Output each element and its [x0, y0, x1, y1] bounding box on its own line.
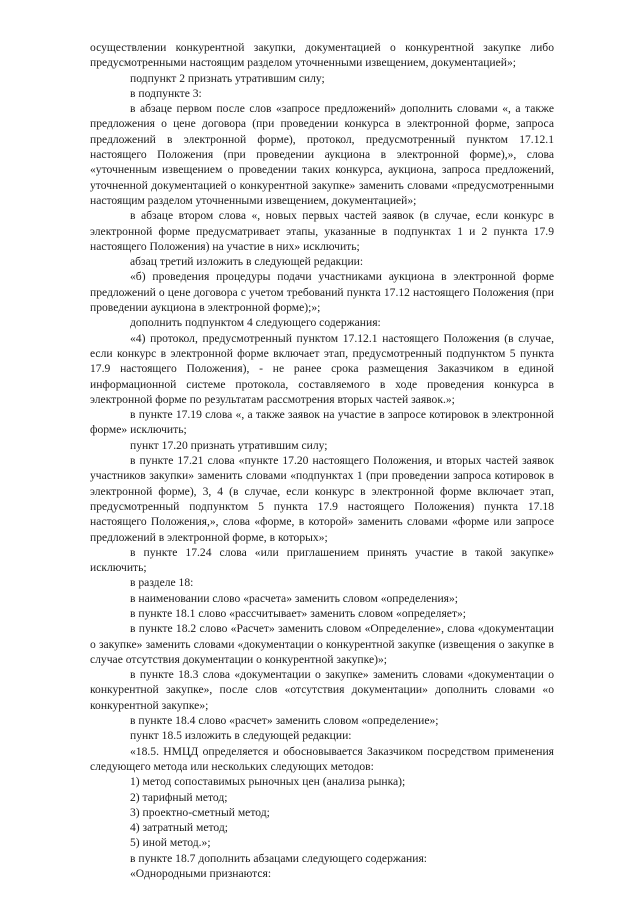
paragraph-12: в пункте 17.21 слова «пункте 17.20 настоящего Положения, и вторых частей заявок участников закупки» заменить словами «подпунктах 1 (при проведении запроса котировок в электронной форме), 3, 4 (в случае, если конкурс в электронной форме включает этап, предусмотренный подпунктом 5 пункта 17.9 настоящего Положения) пункта 17.18 настоящего Положения,», слова «форме, в которой» заменить словами «форме или запросе предложений в электронной форме, в которых»; [90, 454, 554, 544]
paragraph-17: в пункте 18.2 слово «Расчет» заменить словом «Определение», слова «документации о закупке» заменить словами «документации о конкурентной закупке (извещения о закупке в случае отсутствия документации о конкурентной закупке)»; [90, 622, 554, 666]
paragraph-10: в пункте 17.19 слова «, а также заявок на участие в запросе котировок в электронной форме» исключить; [90, 408, 554, 437]
paragraph-4: в абзаце первом после слов «запросе предложений» дополнить словами «, а также предложения о цене договора (при проведении конкурса в электронной форме, запроса предложений в электронной форме), протокол, предусмотренный пунктом 17.12.1 настоящего Положения (при проведении аукциона в электронной форме),», слова «уточненным извещением о проведении таких конкурса, аукциона, запроса предложений, уточненной документацией о конкурентной закупке» заменить словами «предусмотренными настоящим разделом уточненными извещением, документацией»; [90, 102, 554, 207]
list-item-5: 5) иной метод.»; [130, 836, 211, 850]
paragraph-3: в подпункте 3: [130, 86, 202, 100]
paragraph-9: «4) протокол, предусмотренный пунктом 17.12.1 настоящего Положения (в случае, если конкурс в электронной форме включает этап, предусмотренный подпунктом 5 пункта 17.9 настоящего Положения), - не ранее срока размещения Заказчиком в единой информационной системе протокола, составляемого в ходе проведения конкурса в электронной форме по результатам рассмотрения вторых частей заявок.»; [90, 331, 554, 406]
list-item-3: 3) проектно-сметный метод; [130, 805, 270, 819]
paragraph-7: «б) проведения процедуры подачи участниками аукциона в электронной форме предложений о цене договора с учетом требований пункта 17.12 настоящего Положения (при проведении аукциона в электронной форме);»; [90, 270, 554, 315]
paragraph-1: осуществлении конкурентной закупки, документацией о конкурентной закупке либо предусмотренными настоящим разделом уточненными извещением, документацией»; [90, 41, 554, 70]
paragraph-22: в пункте 18.7 дополнить абзацами следующего содержания: [130, 851, 427, 865]
paragraph-23: «Однородными признаются: [130, 867, 272, 881]
paragraph-21: «18.5. НМЦД определяется и обосновывается Заказчиком посредством применения следующего метода или нескольких следующих методов: [90, 744, 554, 773]
paragraph-20: пункт 18.5 изложить в следующей редакции: [130, 729, 352, 743]
list-item-1: 1) метод сопоставимых рыночных цен (анализа рынка); [130, 775, 406, 789]
paragraph-16: в пункте 18.1 слово «рассчитывает» заменить словом «определяет»; [130, 606, 467, 620]
paragraph-14: в разделе 18: [130, 576, 194, 590]
list-item-4: 4) затратный метод; [130, 821, 228, 835]
document-body [90, 40, 554, 881]
paragraph-13: в пункте 17.24 слова «или приглашением принять участие в такой закупке» исключить; [90, 545, 554, 575]
list-item-2: 2) тарифный метод; [130, 790, 228, 804]
paragraph-5: в абзаце втором слова «, новых первых частей заявок (в случае, если конкурс в электронной форме предусматривает этапы, указанные в подпунктах 1 и 2 пункта 17.9 настоящего Положения) на участие в них» исключить; [90, 209, 554, 253]
paragraph-6: абзац третий изложить в следующей редакции: [130, 255, 364, 269]
paragraph-8: дополнить подпунктом 4 следующего содержания: [130, 316, 381, 330]
paragraph-11: пункт 17.20 признать утратившим силу; [130, 438, 328, 452]
paragraph-15: в наименовании слово «расчета» заменить словом «определения»; [130, 591, 459, 605]
paragraph-19: в пункте 18.4 слово «расчет» заменить словом «определение»; [130, 714, 439, 728]
paragraph-2: подпункт 2 признать утратившим силу; [130, 71, 325, 85]
paragraph-18: в пункте 18.3 слова «документации о закупке» заменить словами «документации о конкурентной закупке», после слов «отсутствия документации» дополнить словами «о конкурентной закупке»; [90, 668, 554, 712]
